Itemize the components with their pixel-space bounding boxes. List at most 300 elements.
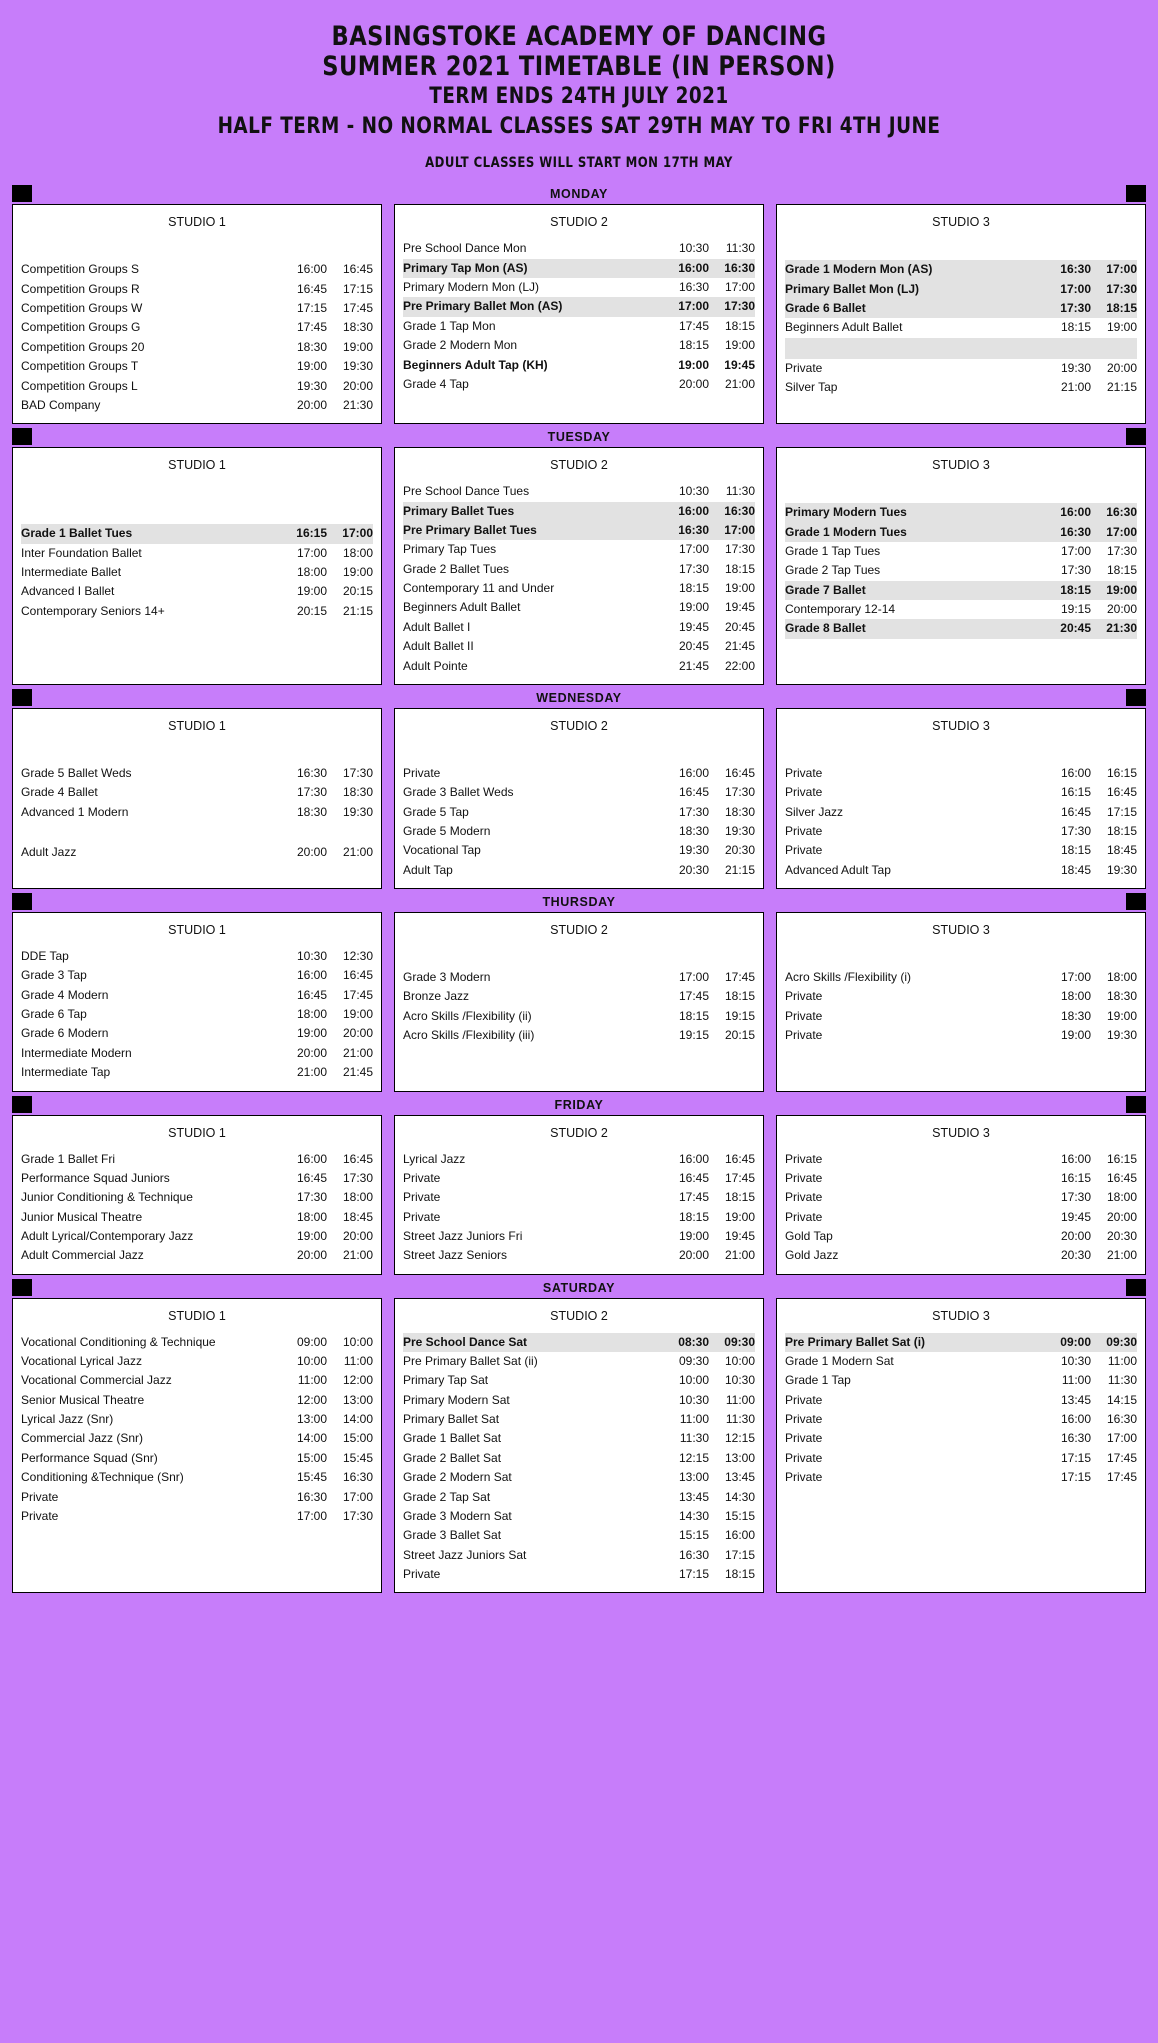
class-name: Grade 4 Ballet (21, 785, 98, 800)
day-name: WEDNESDAY (536, 690, 622, 705)
class-end-time (1091, 482, 1137, 503)
class-row (403, 1371, 755, 1390)
studio-title: STUDIO 2 (550, 215, 608, 230)
class-name: Private (21, 1489, 59, 1504)
day-name: TUESDAY (547, 430, 611, 445)
class-name: Performance Squad Juniors (21, 1170, 170, 1185)
class-row (403, 1429, 755, 1448)
class-row (403, 1546, 755, 1565)
corner-marker-right (1126, 1279, 1146, 1296)
studio-column (776, 447, 1146, 685)
class-name: Grade 2 Ballet Sat (403, 1450, 502, 1465)
class-name: Vocational Lyrical Jazz (21, 1354, 142, 1369)
class-start-time: 11:00 (297, 1373, 327, 1388)
class-row (785, 1429, 1137, 1448)
class-start-time (663, 743, 709, 764)
studio-column (12, 447, 382, 685)
class-row (785, 378, 1137, 397)
class-name: Grade 1 Tap Tues (785, 543, 881, 558)
studio-title: STUDIO 3 (932, 923, 990, 938)
class-start-time: 17:00 (296, 545, 327, 560)
class-table (403, 1150, 755, 1266)
class-name (21, 239, 281, 260)
class-name: Beginners Adult Tap (KH) (403, 357, 548, 372)
class-start-time: 18:15 (678, 1008, 709, 1023)
class-start-time: 16:30 (678, 1547, 709, 1562)
class-name: Lyrical Jazz (403, 1151, 466, 1166)
day-label (12, 428, 1146, 447)
class-start-time: 15:00 (296, 1450, 327, 1465)
class-end-time: 17:45 (342, 987, 373, 1002)
day-name: FRIDAY (554, 1097, 604, 1112)
class-end-time: 17:30 (342, 1508, 373, 1523)
class-start-time: 17:45 (678, 318, 709, 333)
class-name: Private (785, 1209, 823, 1224)
class-name: Private (785, 1392, 823, 1407)
class-end-time: 19:30 (724, 823, 755, 838)
class-end-time: 16:30 (1091, 503, 1137, 522)
class-name: Grade 1 Modern Tues (785, 523, 1045, 542)
class-end-time: 12:00 (342, 1373, 373, 1388)
class-row (403, 1565, 755, 1584)
class-row (21, 318, 373, 337)
class-start-time: 19:15 (678, 1028, 709, 1043)
class-start-time: 17:00 (1060, 543, 1091, 558)
class-start-time: 10:30 (1060, 1354, 1091, 1369)
class-end-time: 10:00 (724, 1354, 755, 1369)
class-start-time: 11:00 (679, 1412, 709, 1427)
class-end-time: 19:00 (724, 581, 755, 596)
class-end-time: 18:15 (724, 318, 755, 333)
class-end-time: 12:30 (342, 949, 373, 964)
class-end-time: 20:00 (1106, 1209, 1137, 1224)
class-row (785, 1333, 1137, 1352)
studio-column (394, 1115, 764, 1275)
class-end-time (709, 743, 755, 764)
class-row (403, 657, 755, 676)
class-name: Conditioning &Technique (Snr) (21, 1470, 184, 1485)
class-start-time: 17:00 (1060, 970, 1091, 985)
class-row (21, 1449, 373, 1468)
class-start-time: 17:15 (296, 301, 327, 316)
class-start-time: 19:00 (296, 584, 327, 599)
class-end-time: 17:15 (724, 1547, 755, 1562)
class-start-time: 20:00 (296, 1248, 327, 1263)
class-name (21, 822, 281, 843)
class-row (403, 764, 755, 783)
class-name: Commercial Jazz (Snr) (21, 1431, 144, 1446)
class-name: Private (785, 1008, 823, 1023)
class-row (785, 1150, 1137, 1169)
day-block (12, 1279, 1146, 1594)
class-row (403, 1188, 755, 1207)
class-start-time: 10:30 (678, 241, 709, 256)
class-end-time: 16:45 (1106, 1170, 1137, 1185)
class-name: Junior Conditioning & Technique (21, 1190, 193, 1205)
class-row (785, 822, 1137, 841)
class-start-time: 19:45 (678, 619, 709, 634)
class-end-time: 12:15 (724, 1431, 755, 1446)
class-row (785, 783, 1137, 802)
corner-marker-right (1126, 689, 1146, 706)
class-name: Grade 5 Tap (403, 804, 469, 819)
class-end-time: 11:30 (1107, 1373, 1137, 1388)
class-start-time: 19:00 (678, 1228, 709, 1243)
class-row (21, 1246, 373, 1265)
class-end-time (327, 482, 373, 503)
day-label (12, 185, 1146, 204)
class-name: Grade 2 Tap Tues (785, 563, 881, 578)
class-name: Bronze Jazz (403, 989, 470, 1004)
class-name: Grade 1 Tap Mon (403, 318, 496, 333)
class-row (21, 1333, 373, 1352)
class-name: Competition Groups R (21, 281, 140, 296)
day-block (12, 185, 1146, 424)
studio-columns (12, 1115, 1146, 1275)
class-end-time: 16:30 (1106, 1412, 1137, 1427)
class-name: Beginners Adult Ballet (785, 320, 903, 335)
class-name: Private (785, 989, 823, 1004)
class-row (21, 280, 373, 299)
class-start-time: 17:30 (1045, 299, 1091, 318)
class-row (403, 502, 755, 521)
class-row (403, 968, 755, 987)
class-start-time: 13:00 (296, 1412, 327, 1427)
class-start-time: 17:00 (663, 297, 709, 316)
class-table (21, 1333, 373, 1527)
class-row (785, 1371, 1137, 1390)
class-name: Competition Groups W (21, 301, 143, 316)
class-name: Private (785, 1470, 823, 1485)
class-start-time: 16:00 (663, 502, 709, 521)
class-name (785, 338, 1045, 359)
class-name: Silver Jazz (785, 804, 844, 819)
class-name: Primary Modern Tues (785, 503, 1045, 522)
class-end-time: 17:45 (1106, 1470, 1137, 1485)
class-name: Beginners Adult Ballet (403, 600, 521, 615)
class-end-time: 21:00 (724, 1248, 755, 1263)
class-name: Grade 1 Modern Mon (AS) (785, 260, 1045, 279)
class-row (403, 1410, 755, 1429)
corner-marker-left (12, 1279, 32, 1296)
studio-title: STUDIO 3 (932, 1308, 990, 1323)
class-start-time: 19:00 (678, 357, 709, 372)
day-label (12, 1279, 1146, 1298)
studio-column (776, 204, 1146, 424)
class-end-time: 11:00 (725, 1392, 755, 1407)
class-end-time: 17:15 (342, 281, 373, 296)
class-name: Contemporary 11 and Under (403, 581, 555, 596)
class-end-time: 19:30 (1106, 1028, 1137, 1043)
class-start-time: 16:00 (1060, 1151, 1091, 1166)
class-row (21, 764, 373, 783)
class-end-time: 17:45 (724, 970, 755, 985)
class-name: Advanced Adult Tap (785, 862, 891, 877)
studio-column (394, 447, 764, 685)
class-row (785, 503, 1137, 522)
class-row (785, 968, 1137, 987)
class-row (403, 1449, 755, 1468)
class-row (403, 297, 755, 316)
class-start-time: 18:15 (678, 581, 709, 596)
class-end-time: 18:00 (1106, 1190, 1137, 1205)
day-label (12, 689, 1146, 708)
class-name: Advanced 1 Modern (21, 804, 129, 819)
class-name: Grade 1 Modern Sat (785, 1354, 894, 1369)
class-end-time: 18:15 (724, 561, 755, 576)
class-name (21, 482, 281, 503)
class-name: Grade 3 Tap (21, 968, 87, 983)
corner-marker-right (1126, 893, 1146, 910)
corner-marker-left (12, 893, 32, 910)
class-name: Private (403, 1209, 441, 1224)
class-name: Street Jazz Juniors Fri (403, 1228, 523, 1243)
class-start-time: 20:00 (296, 1045, 327, 1060)
class-row-empty (21, 239, 373, 260)
class-start-time: 16:15 (281, 524, 327, 543)
class-name: Adult Ballet I (403, 619, 471, 634)
class-name: Primary Ballet Tues (403, 502, 663, 521)
class-name: Pre Primary Ballet Sat (i) (785, 1333, 1045, 1352)
class-start-time: 17:15 (1060, 1470, 1091, 1485)
class-row (785, 523, 1137, 542)
class-end-time: 16:45 (342, 262, 373, 277)
class-name: Private (785, 360, 823, 375)
class-name: Grade 4 Tap (403, 376, 469, 391)
class-row (785, 1246, 1137, 1265)
class-start-time: 17:45 (296, 320, 327, 335)
class-name: Grade 6 Modern (21, 1026, 109, 1041)
class-start-time: 16:45 (296, 281, 327, 296)
class-row (21, 947, 373, 966)
studio-title: STUDIO 1 (168, 1308, 226, 1323)
class-name: Private (785, 1412, 823, 1427)
class-start-time: 18:30 (678, 823, 709, 838)
class-end-time: 19:15 (724, 1008, 755, 1023)
class-name (403, 743, 663, 764)
class-start-time: 18:30 (296, 804, 327, 819)
class-end-time: 21:15 (342, 603, 373, 618)
class-end-time (327, 503, 373, 524)
class-end-time: 20:30 (1106, 1228, 1137, 1243)
class-end-time: 16:15 (1106, 765, 1137, 780)
class-name: Grade 2 Ballet Tues (403, 561, 510, 576)
class-name: Competition Groups G (21, 320, 141, 335)
class-name: Grade 5 Modern (403, 823, 491, 838)
class-start-time: 20:00 (1060, 1228, 1091, 1243)
class-end-time: 15:15 (724, 1508, 755, 1523)
studio-columns (12, 1298, 1146, 1594)
class-name: Intermediate Modern (21, 1045, 132, 1060)
class-start-time: 08:30 (663, 1333, 709, 1352)
class-start-time: 19:00 (296, 1026, 327, 1041)
class-name: Gold Tap (785, 1228, 833, 1243)
class-end-time: 16:30 (709, 259, 755, 278)
class-row-empty (21, 482, 373, 503)
class-start-time: 16:00 (296, 1151, 327, 1166)
studio-column (12, 708, 382, 889)
studio-title: STUDIO 2 (550, 718, 608, 733)
class-end-time: 17:30 (342, 1170, 373, 1185)
class-end-time: 20:00 (1106, 360, 1137, 375)
class-start-time: 10:00 (296, 1354, 327, 1369)
class-end-time: 21:00 (342, 844, 373, 859)
class-end-time: 21:45 (342, 1065, 373, 1080)
class-name: Primary Ballet Sat (403, 1412, 500, 1427)
studio-columns (12, 204, 1146, 424)
class-start-time: 09:00 (1045, 1333, 1091, 1352)
class-name (785, 239, 1045, 260)
studio-columns (12, 912, 1146, 1092)
studio-title: STUDIO 2 (550, 458, 608, 473)
class-end-time: 17:00 (709, 521, 755, 540)
class-end-time: 17:30 (724, 542, 755, 557)
class-name: Primary Tap Tues (403, 542, 497, 557)
class-name: Primary Tap Sat (403, 1373, 489, 1388)
class-table (21, 947, 373, 1083)
studio-column (12, 912, 382, 1092)
class-name: Competition Groups S (21, 262, 140, 277)
studio-title: STUDIO 3 (932, 215, 990, 230)
class-end-time: 16:45 (724, 765, 755, 780)
class-row (21, 377, 373, 396)
class-name: Private (785, 1028, 823, 1043)
title-line-3: TERM ENDS 24TH JULY 2021 (429, 84, 729, 110)
class-name: Private (21, 1508, 59, 1523)
class-name: Private (403, 1567, 441, 1581)
class-start-time: 16:00 (1060, 765, 1091, 780)
class-row-empty (403, 947, 755, 968)
class-table (21, 482, 373, 621)
class-end-time: 15:00 (342, 1431, 373, 1446)
class-row (403, 1227, 755, 1246)
day-name: THURSDAY (542, 895, 616, 910)
class-name: Pre Primary Ballet Mon (AS) (403, 297, 663, 316)
class-start-time: 16:45 (678, 785, 709, 800)
class-row (403, 1007, 755, 1026)
class-start-time: 18:15 (678, 338, 709, 353)
studio-title: STUDIO 1 (168, 215, 226, 230)
day-block (12, 428, 1146, 685)
class-end-time: 20:00 (1106, 602, 1137, 617)
class-row (785, 1410, 1137, 1429)
class-end-time: 21:00 (724, 376, 755, 391)
class-start-time: 17:30 (296, 785, 327, 800)
class-start-time: 16:00 (296, 262, 327, 277)
class-name (403, 947, 663, 968)
class-name: Gold Jazz (785, 1248, 839, 1263)
class-row (21, 299, 373, 318)
corner-marker-right (1126, 1096, 1146, 1113)
class-row (785, 987, 1137, 1006)
class-start-time: 21:45 (678, 658, 709, 673)
class-row (21, 1488, 373, 1507)
day-block (12, 689, 1146, 889)
class-start-time: 14:00 (296, 1431, 327, 1446)
class-row (21, 1063, 373, 1082)
class-row (21, 260, 373, 279)
class-name: Performance Squad (Snr) (21, 1450, 158, 1465)
class-start-time: 16:00 (1060, 1412, 1091, 1427)
class-table (785, 239, 1137, 397)
class-name: Competition Groups L (21, 378, 138, 393)
class-row-empty (21, 822, 373, 843)
class-table (403, 239, 755, 394)
class-name: Grade 1 Tap (785, 1373, 851, 1388)
class-end-time (327, 743, 373, 764)
class-row (785, 1391, 1137, 1410)
class-end-time: 18:15 (724, 1567, 755, 1581)
class-row (403, 336, 755, 355)
class-name: Private (403, 1170, 441, 1185)
class-start-time (281, 239, 327, 260)
class-name: Intermediate Tap (21, 1065, 111, 1080)
class-row (21, 1468, 373, 1487)
class-start-time: 17:00 (678, 970, 709, 985)
class-start-time: 16:00 (663, 259, 709, 278)
class-start-time: 16:30 (296, 765, 327, 780)
class-row (21, 1227, 373, 1246)
class-table (785, 743, 1137, 880)
class-start-time: 17:15 (678, 1567, 709, 1581)
class-end-time: 19:45 (724, 600, 755, 615)
class-row (403, 521, 755, 540)
class-row (21, 783, 373, 802)
class-name: Private (403, 1190, 441, 1205)
class-end-time: 19:00 (342, 339, 373, 354)
class-start-time: 20:00 (296, 397, 327, 412)
class-row (21, 803, 373, 822)
corner-marker-left (12, 428, 32, 445)
class-name: Intermediate Ballet (21, 564, 122, 579)
class-row (785, 299, 1137, 318)
class-row-empty (785, 743, 1137, 764)
class-end-time: 17:00 (342, 1489, 373, 1504)
class-row (21, 1150, 373, 1169)
class-name: Grade 6 Ballet (785, 299, 1045, 318)
class-row (21, 1169, 373, 1188)
class-name: Grade 6 Tap (21, 1007, 87, 1022)
class-end-time: 15:45 (342, 1450, 373, 1465)
class-table (785, 1150, 1137, 1266)
class-name: Grade 1 Ballet Tues (21, 524, 281, 543)
class-end-time: 13:45 (724, 1470, 755, 1485)
days-container (0, 185, 1158, 1593)
class-start-time: 16:00 (678, 1151, 709, 1166)
class-row-empty (403, 743, 755, 764)
class-start-time (281, 743, 327, 764)
day-name: SATURDAY (542, 1280, 616, 1295)
class-name: Grade 7 Ballet (785, 581, 1045, 600)
class-end-time: 20:30 (724, 843, 755, 858)
studio-columns (12, 447, 1146, 685)
class-start-time: 17:00 (296, 1508, 327, 1523)
class-end-time: 19:00 (342, 564, 373, 579)
class-name: Grade 3 Modern Sat (403, 1508, 512, 1523)
class-end-time: 11:30 (725, 1412, 755, 1427)
class-row (403, 482, 755, 501)
class-end-time: 21:30 (342, 397, 373, 412)
class-end-time (327, 822, 373, 843)
class-end-time: 14:30 (724, 1489, 755, 1504)
class-end-time: 19:00 (724, 1209, 755, 1224)
class-row (403, 317, 755, 336)
class-name: Grade 5 Ballet Weds (21, 765, 132, 780)
class-table (21, 743, 373, 862)
corner-marker-left (12, 1096, 32, 1113)
class-start-time: 17:30 (1060, 563, 1091, 578)
class-end-time: 16:00 (724, 1528, 755, 1543)
